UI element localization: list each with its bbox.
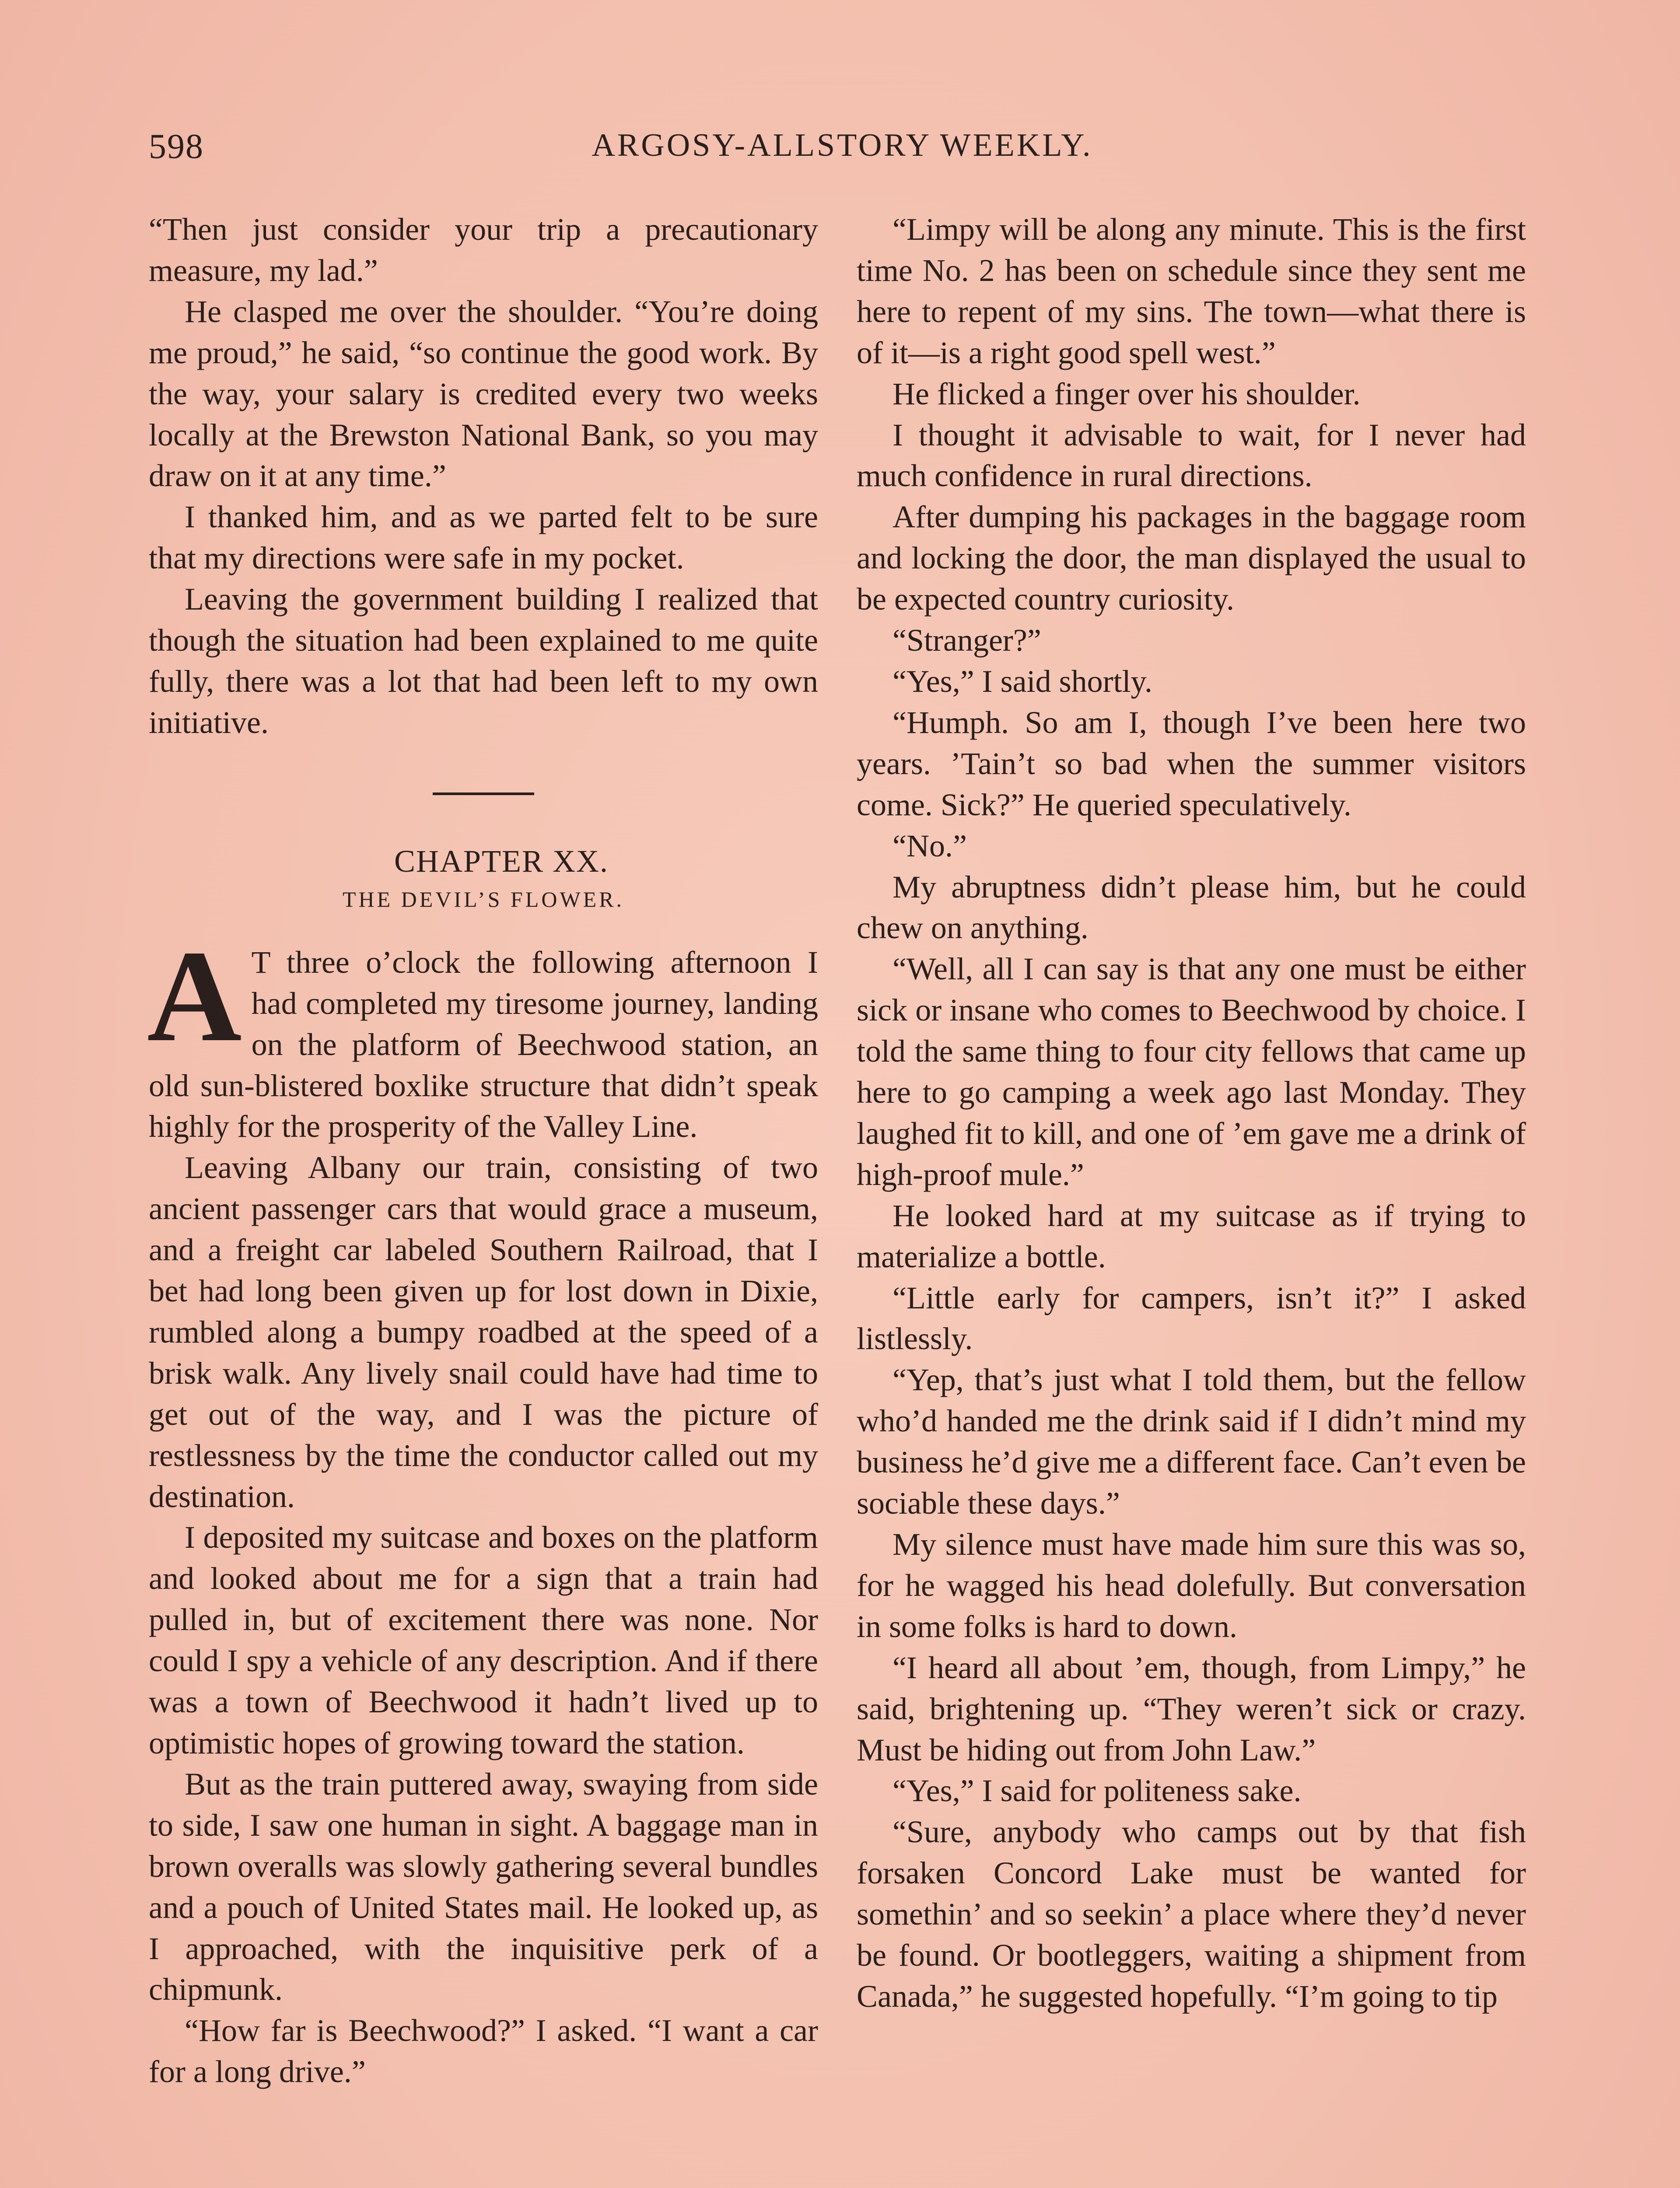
- opening-paragraph: [147, 923, 818, 1148]
- paragraph: “Sure, anybody who camps out by that fish forsaken Concord Lake must be wanted for somethin’ and so seekin’ a place where they’d never be found. Or bootleggers, waiting a shipment from Canada,” he suggested hopefully. “I’m going to tip: [857, 1814, 1526, 2014]
- section-divider: [433, 792, 534, 795]
- paragraph: Leaving Albany our train, consisting of two ancient passenger cars that would grace a museum, and a freight car labeled Southern Railroad, that I bet had long been given up for lost down in Dixie, rumbled along a bumpy roadbed at the speed of a brisk walk. Any lively snail could have had time to get out of the way, and I was the picture of restlessness by the time the conductor called out my destination.: [149, 1150, 818, 1514]
- paragraph: My silence must have made him sure this was so, for he wagged his head dolefully. But conversation in some folks is hard to down.: [857, 1527, 1526, 1644]
- page-number: 598: [149, 127, 204, 166]
- paragraph: “How far is Beechwood?” I asked. “I want a car for a long drive.”: [149, 2013, 818, 2090]
- paragraph: “Yes,” I said shortly.: [892, 663, 1152, 699]
- paragraph: “Yep, that’s just what I told them, but the fellow who’d handed me the drink said if I didn’t mind my business he’d give me a different face. Can’t even be sociable these days.”: [857, 1362, 1526, 1521]
- paragraph: He flicked a finger over his shoulder.: [892, 376, 1361, 411]
- paragraph: My abruptness didn’t please him, but he could chew on anything.: [857, 869, 1526, 946]
- paragraph: He looked hard at my suitcase as if trying to materialize a bottle.: [857, 1198, 1526, 1274]
- paragraph: Leaving the government building I realized that though the situation had been explained to me quite fully, there was a lot that had been left to my own initiative.: [149, 582, 818, 740]
- right-column: [857, 209, 1526, 2017]
- left-column: [149, 209, 818, 2093]
- chapter-subtitle: THE DEVIL’S FLOWER.: [342, 887, 625, 912]
- paragraph: After dumping his packages in the baggage room and locking the door, the man displayed the usual to be expected country curiosity.: [857, 499, 1526, 617]
- paragraph: “Yes,” I said for politeness sake.: [892, 1773, 1302, 1809]
- chapter-title: CHAPTER XX.: [394, 843, 609, 879]
- paragraph: “Limpy will be along any minute. This is the first time No. 2 has been on schedule since they sent me here to repent of my sins. The town—what there is of it—is a right good spell west.”: [857, 212, 1526, 370]
- paragraph: “I heard all about ’em, though, from Limpy,” he said, brightening up. “They weren’t sick or crazy. Must be hiding out from John Law.”: [857, 1650, 1526, 1767]
- opening-paragraph-text: T three o’clock the following afternoon I had completed my tiresome journey, landing on the platform of Beechwood station, an old sun-blistered boxlike structure that didn’t speak highly for the prosperity of the Valley Line.: [149, 944, 818, 1144]
- paragraph: He clasped me over the shoulder. “You’re doing me proud,” he said, “so continue the good work. By the way, your salary is credited every two weeks locally at the Brewston National Bank, so you may draw on it at any time.”: [149, 294, 818, 494]
- running-head: ARGOSY-ALLSTORY WEEKLY.: [592, 127, 1093, 163]
- paragraph: “Little early for campers, isn’t it?” I asked listlessly.: [857, 1280, 1526, 1357]
- page-header: [149, 127, 1536, 175]
- paragraph: “Stranger?”: [892, 623, 1041, 658]
- paragraph: But as the train puttered away, swaying from side to side, I saw one human in sight. A baggage man in brown overalls was slowly gathering several bundles and a pouch of United States mail. He looked up, as I approached, with the inquisitive perk of a chipmunk.: [149, 1766, 818, 2007]
- paragraph: “Then just consider your trip a precautionary measure, my lad.”: [149, 212, 818, 288]
- paragraph: “Humph. So am I, though I’ve been here two years. ’Tain’t so bad when the summer visitors come. Sick?” He queried speculatively.: [857, 705, 1526, 822]
- paragraph: “No.”: [892, 828, 967, 863]
- paragraph: “Well, all I can say is that any one must be either sick or insane who comes to Beechwood by choice. I told the same thing to four city fellows that came up here to go camping a week ago last Monday. They laughed fit to kill, and one of ’em gave me a drink of high-proof mule.”: [857, 951, 1526, 1192]
- paragraph: I thought it advisable to wait, for I never had much confidence in rural directions.: [857, 417, 1526, 494]
- drop-cap: A: [147, 923, 242, 1069]
- paragraph: I deposited my suitcase and boxes on the platform and looked about me for a sign that a train had pulled in, but of excitement there was none. Nor could I spy a vehicle of any description. And if there was a town of Beechwood it hadn’t lived up to optimistic hopes of growing toward the station.: [149, 1520, 818, 1760]
- paragraph: I thanked him, and as we parted felt to be sure that my directions were safe in my pocket.: [149, 499, 818, 576]
